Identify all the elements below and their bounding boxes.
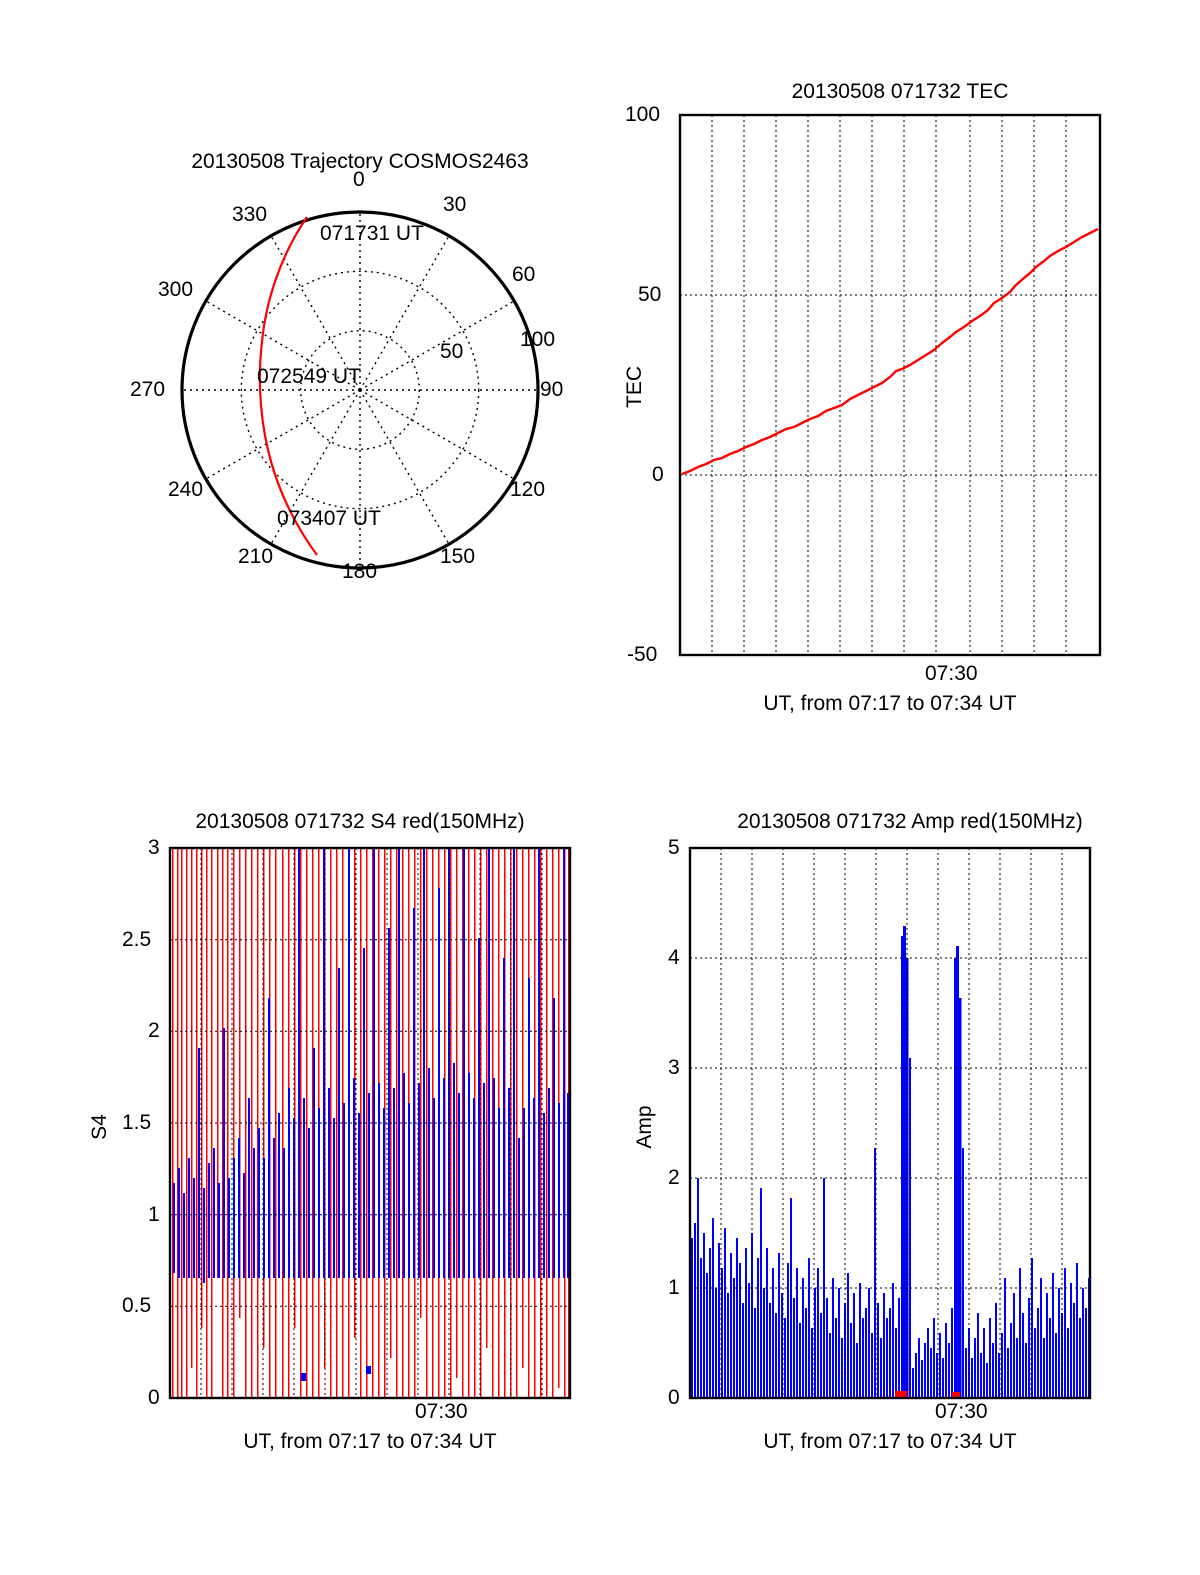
- amp-x-axis-caption: UT, from 07:17 to 07:34 UT: [763, 1430, 1017, 1453]
- tec-ytick-0: 0: [652, 463, 664, 486]
- polar-tick-180: 180: [342, 560, 378, 583]
- tec-x-axis-caption: UT, from 07:17 to 07:34 UT: [763, 692, 1017, 715]
- s4-ytick-3: 3: [148, 836, 160, 859]
- polar-tick-330: 330: [232, 203, 268, 226]
- amp-plot-panel: [630, 800, 1190, 1480]
- amp-ytick-5: 5: [668, 836, 680, 859]
- s4-ytick-0.5: 0.5: [122, 1294, 152, 1317]
- s4-y-axis-label: S4: [88, 1114, 111, 1140]
- s4-ytick-2.5: 2.5: [122, 928, 152, 951]
- amp-plot-svg: [690, 848, 1090, 1398]
- amp-ytick-4: 4: [668, 946, 680, 969]
- s4-plot-svg: [170, 848, 570, 1398]
- polar-radial-tick-50: 50: [440, 340, 464, 363]
- s4-ytick-0: 0: [148, 1386, 160, 1409]
- polar-tick-150: 150: [440, 545, 476, 568]
- s4-ytick-2: 2: [148, 1019, 160, 1042]
- s4-x-axis-caption: UT, from 07:17 to 07:34 UT: [243, 1430, 497, 1453]
- s4-plot-panel: [60, 800, 620, 1480]
- tec-ytick--50: -50: [627, 643, 658, 666]
- tec-ytick-50: 50: [638, 283, 662, 306]
- polar-tick-240: 240: [168, 478, 204, 501]
- trajectory-plot-title: 20130508 Trajectory COSMOS2463: [191, 150, 529, 173]
- polar-tick-0: 0: [353, 168, 365, 191]
- amp-blue-series: [691, 926, 1090, 1398]
- polar-tick-90: 90: [540, 378, 564, 401]
- polar-tick-300: 300: [158, 278, 194, 301]
- tec-y-axis-label: TEC: [623, 366, 646, 408]
- polar-tick-60: 60: [512, 263, 536, 286]
- trajectory-plot-panel: [120, 150, 600, 620]
- amp-y-axis-label: Amp: [633, 1105, 656, 1149]
- amp-ytick-3: 3: [668, 1056, 680, 1079]
- amp-ytick-1: 1: [668, 1276, 680, 1299]
- tec-plot-panel: [623, 70, 1170, 720]
- tec-xtick-0730: 07:30: [925, 662, 978, 685]
- amp-ytick-0: 0: [668, 1386, 680, 1409]
- polar-tick-120: 120: [510, 478, 546, 501]
- trajectory-annotation-start: 071731 UT: [320, 222, 424, 245]
- s4-ytick-1.5: 1.5: [122, 1111, 152, 1134]
- tec-ytick-100: 100: [625, 103, 661, 126]
- trajectory-annotation-end: 073407 UT: [277, 507, 381, 530]
- trajectory-annotation-mid: 072549 UT: [257, 365, 361, 388]
- polar-tick-30: 30: [443, 193, 467, 216]
- tec-gridlines: [680, 115, 1100, 655]
- polar-tick-210: 210: [238, 545, 274, 568]
- tec-plot-title: 20130508 071732 TEC: [791, 80, 1009, 103]
- amp-ytick-2: 2: [668, 1166, 680, 1189]
- s4-xtick-0730: 07:30: [415, 1400, 468, 1423]
- polar-radial-tick-100: 100: [520, 328, 556, 351]
- tec-axes-box: [680, 115, 1100, 655]
- tec-plot-svg: [680, 115, 1100, 655]
- s4-ytick-1: 1: [148, 1203, 160, 1226]
- amp-xtick-0730: 07:30: [935, 1400, 988, 1423]
- amp-plot-title: 20130508 071732 Amp red(150MHz): [737, 810, 1083, 833]
- polar-tick-270: 270: [130, 378, 166, 401]
- s4-plot-title: 20130508 071732 S4 red(150MHz): [195, 810, 525, 833]
